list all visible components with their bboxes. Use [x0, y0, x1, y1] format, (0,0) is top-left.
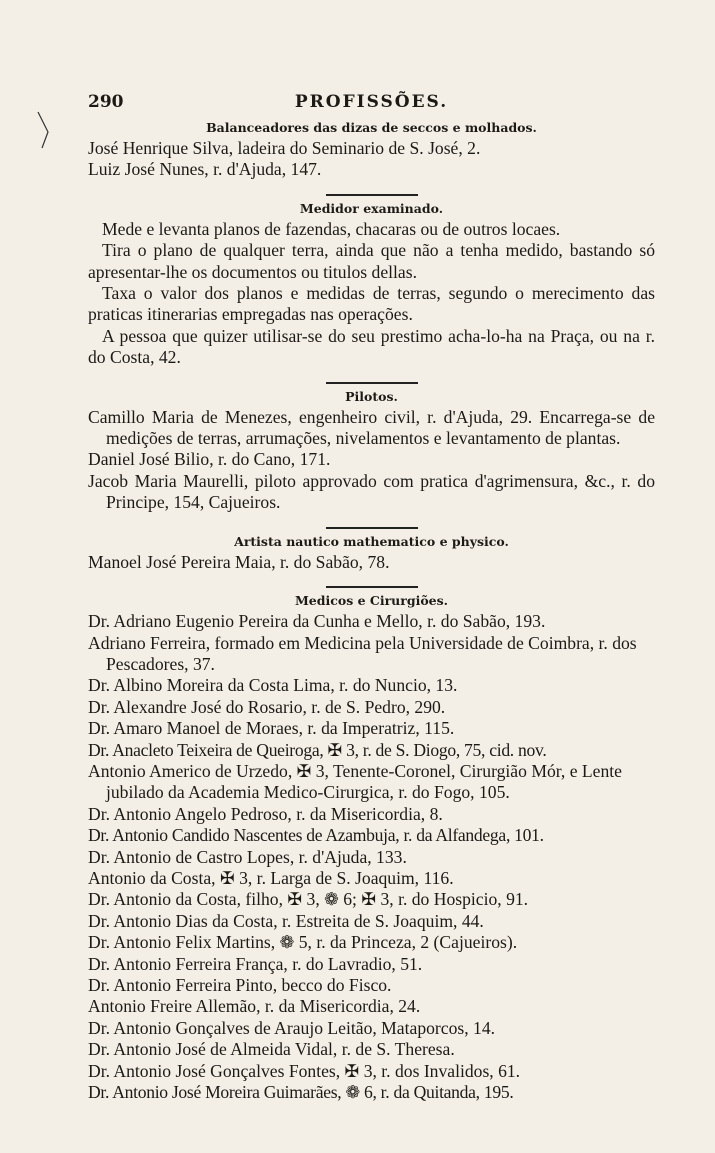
- entry: Antonio Americo de Urzedo, ✠ 3, Tenente-Coronel, Cirurgião Mór, e Lente jubilado da Academia Medico-Cirurgica, r. do Fogo, 105.: [88, 760, 622, 803]
- entry: Luiz José Nunes, r. d'Ajuda, 147.: [88, 159, 322, 180]
- section-paragraphs: [88, 219, 655, 369]
- document-page: [88, 92, 655, 1103]
- entry: Jacob Maria Maurelli, piloto approvado com pratica d'agrimensura, &c., r. do Principe, 154, Cajueiros.: [88, 470, 655, 513]
- section-divider: [326, 586, 418, 588]
- section-entries: [88, 611, 655, 1103]
- entry: Dr. Adriano Eugenio Pereira da Cunha e Mello, r. do Sabão, 193.: [88, 611, 546, 632]
- entry: Dr. Antonio José Gonçalves Fontes, ✠ 3, r. dos Invalidos, 61.: [88, 1060, 521, 1081]
- entry: Dr. Antonio da Costa, filho, ✠ 3, ❁ 6; ✠ 3, r. do Hospicio, 91.: [88, 889, 529, 910]
- paragraph: Mede e levanta planos de fazendas, chacaras ou de outros locaes.: [102, 218, 561, 239]
- section-heading: Medicos e Cirurgiões.: [294, 593, 449, 609]
- entry: Dr. Antonio José de Almeida Vidal, r. de S. Theresa.: [88, 1039, 455, 1060]
- section-entries: [88, 407, 655, 514]
- entry: Dr. Antonio José Moreira Guimarães, ❁ 6, r. da Quitanda, 195.: [88, 1082, 514, 1103]
- entry: Antonio da Costa, ✠ 3, r. Larga de S. Joaquim, 116.: [88, 867, 454, 888]
- section-entries: [88, 552, 655, 573]
- entry: José Henrique Silva, ladeira do Seminario de S. José, 2.: [88, 138, 481, 158]
- running-header: [88, 92, 655, 118]
- entry: Adriano Ferreira, formado em Medicina pela Universidade de Coimbra, r. dos Pescadores, 37.: [88, 632, 637, 674]
- entry: Manoel José Pereira Maia, r. do Sabão, 78.: [88, 551, 390, 572]
- entry: Dr. Antonio Gonçalves de Araujo Leitão, Mataporcos, 14.: [88, 1017, 496, 1038]
- page-number: 290: [88, 92, 124, 112]
- entry: Dr. Amaro Manoel de Moraes, r. da Imperatriz, 115.: [88, 718, 455, 739]
- entry: Camillo Maria de Menezes, engenheiro civil, r. d'Ajuda, 29. Encarrega-se de medições de terras, arrumações, nivelamentos e levantamento de plantas.: [88, 406, 655, 449]
- section-divider: [326, 194, 418, 196]
- section-divider: [326, 382, 418, 384]
- section-heading: Artista nautico mathematico e physico.: [234, 533, 509, 549]
- section-heading: Medidor examinado.: [299, 200, 444, 216]
- entry: Daniel José Bilio, r. do Cano, 171.: [88, 449, 331, 470]
- paragraph: A pessoa que quizer utilisar-se do seu prestimo acha-lo-ha na Praça, ou na r. do Costa, 42.: [88, 325, 655, 368]
- entry: Dr. Antonio Candido Nascentes de Azambuja, r. da Alfandega, 101.: [88, 825, 544, 846]
- margin-stroke-mark: [36, 110, 58, 150]
- section-heading: Balanceadores das dizas de seccos e molhados.: [206, 120, 537, 135]
- entry: Dr. Antonio Angelo Pedroso, r. da Misericordia, 8.: [88, 803, 443, 824]
- entry: Dr. Antonio Felix Martins, ❁ 5, r. da Princeza, 2 (Cajueiros).: [88, 932, 518, 953]
- running-title: PROFISSÕES.: [294, 92, 449, 112]
- entry: Dr. Antonio Ferreira França, r. do Lavradio, 51.: [88, 953, 423, 974]
- entry: Dr. Antonio Dias da Costa, r. Estreita de S. Joaquim, 44.: [88, 910, 484, 931]
- entry: Dr. Alexandre José do Rosario, r. de S. Pedro, 290.: [88, 696, 446, 717]
- entry: Dr. Albino Moreira da Costa Lima, r. do Nuncio, 13.: [88, 675, 458, 696]
- paragraph: Taxa o valor dos planos e medidas de terras, segundo o merecimento das praticas itinerarias empregadas nas operações.: [88, 283, 655, 325]
- section-entries: [88, 138, 655, 181]
- section-heading: Pilotos.: [345, 388, 398, 404]
- entry: Dr. Antonio Ferreira Pinto, becco do Fisco.: [88, 975, 392, 995]
- entry: Antonio Freire Allemão, r. da Misericordia, 24.: [88, 996, 421, 1017]
- paragraph: Tira o plano de qualquer terra, ainda que não a tenha medido, bastando só apresentar-lhe os documentos ou titulos dellas.: [88, 240, 655, 282]
- section-divider: [326, 527, 418, 529]
- entry: Dr. Anacleto Teixeira de Queiroga, ✠ 3, r. de S. Diogo, 75, cid. nov.: [88, 739, 547, 760]
- entry: Dr. Antonio de Castro Lopes, r. d'Ajuda, 133.: [88, 846, 407, 867]
